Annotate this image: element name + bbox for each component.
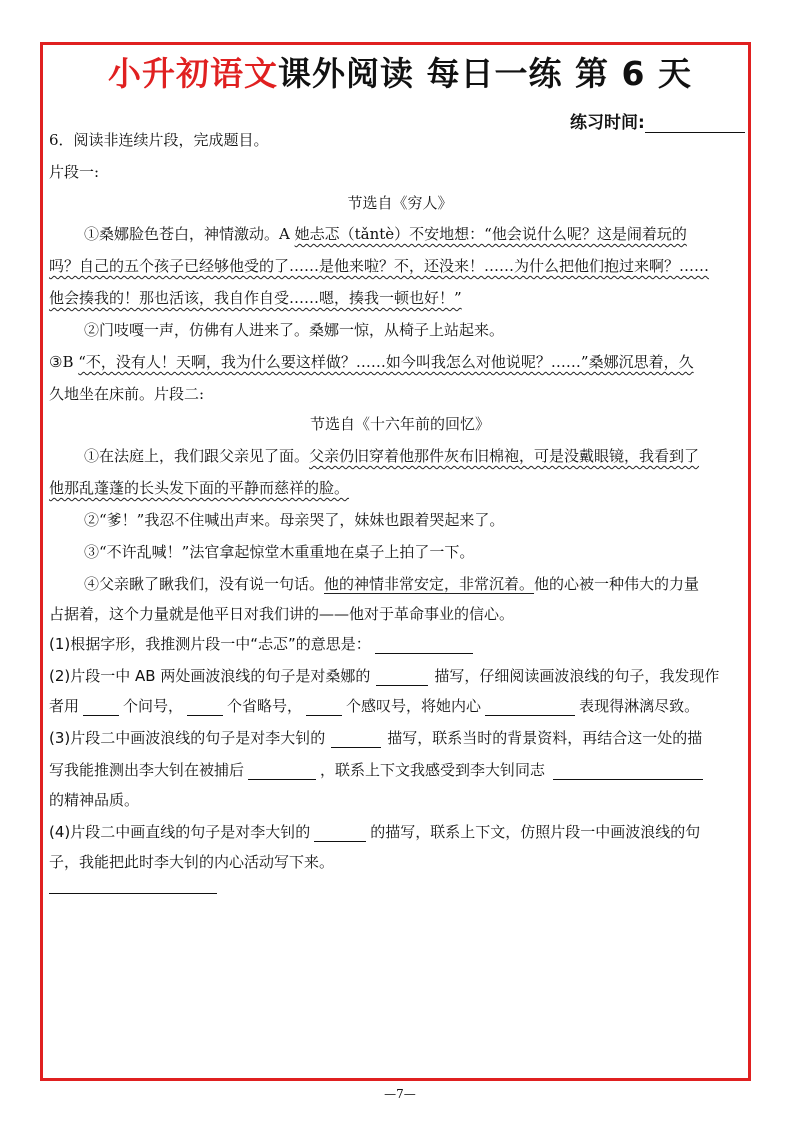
para1-lead: ①桑娜脸色苍白，神情激动。A — [84, 225, 295, 243]
practice-time — [570, 108, 745, 133]
fragment-two-source: 节选自《十六年前的回忆》 — [309, 415, 490, 433]
answer-blank-4b[interactable] — [49, 893, 217, 894]
title-black: 课外阅读 每日一练 第 6 天 — [278, 54, 692, 93]
subquestion-2-text-g: 表现得淋漓尽致。 — [579, 697, 700, 715]
subquestion-1 — [49, 634, 473, 654]
subquestion-4-line1 — [49, 822, 700, 842]
subquestion-3-text-a: (3)片段二中画波浪线的句子是对李大钊的 — [49, 729, 326, 747]
subquestion-3-line1 — [49, 728, 702, 748]
subquestion-3-text-d: ，联系上下文我感受到李大钊同志 — [320, 761, 546, 779]
para3-end: 久地坐在床前。 — [49, 385, 155, 403]
wavy-sentence-a-start: 她忐忑（tǎntè）不安地想：“他会说什么呢？这是闹着玩的 — [294, 225, 687, 243]
para4-cont: 他的心被一种伟大的力量 — [534, 575, 700, 593]
answer-blank-3a[interactable] — [331, 731, 381, 748]
subquestion-2-text-a: (2)片段一中 AB 两处画波浪线的句子是对桑娜的 — [49, 667, 371, 685]
subquestion-2-text-e: 个省略号， — [227, 697, 303, 715]
wavy-sentence-father-end: 他那乱蓬蓬的长头发下面的平静而慈祥的脸。 — [49, 479, 350, 497]
fragment-two-para2: ②“爹！”我忍不住喊出声来。母亲哭了，妹妹也跟着哭起来了。 — [84, 511, 505, 529]
straight-underlined-sentence: 他的神情非常安定，非常沉着。 — [324, 575, 535, 593]
subquestion-3-line2 — [49, 760, 703, 780]
question-intro: 6．阅读非连续片段，完成题目。 — [49, 131, 269, 149]
subquestion-4-line2: 子，我能把此时李大钊的内心活动写下来。 — [49, 853, 335, 871]
fragment-one-label: 片段一: — [49, 163, 100, 181]
para4-lead: ④父亲瞅了瞅我们，没有说一句话。 — [84, 575, 325, 593]
subquestion-2-text-d: 个问号， — [123, 697, 184, 715]
fragment-one-para3-line2 — [49, 384, 204, 404]
subquestion-3-text-c: 写我能推测出李大钊在被捕后 — [49, 761, 245, 779]
practice-time-blank[interactable] — [645, 116, 745, 133]
practice-time-label: 练习时间: — [570, 113, 645, 133]
answer-blank-2c[interactable] — [187, 699, 223, 716]
answer-blank-3b[interactable] — [248, 763, 316, 780]
subquestion-2-line2 — [49, 696, 699, 716]
fragment-one-para3-line1 — [49, 352, 694, 372]
answer-blank-2b[interactable] — [83, 699, 119, 716]
fragment-two-para3: ③“不许乱喊！”法官拿起惊堂木重重地在桌子上拍了一下。 — [84, 543, 475, 561]
subquestion-2-text-b: 描写，仔细阅读画波浪线的句子，我发现作 — [434, 667, 720, 685]
subquestion-3-line3: 的精神品质。 — [49, 791, 140, 809]
page-title — [0, 48, 800, 95]
subquestion-2-text-f: 个感叹号，将她内心 — [346, 697, 482, 715]
answer-blank-1[interactable] — [375, 637, 473, 654]
subquestion-3-text-b: 描写，联系当时的背景资料，再结合这一处的描 — [387, 729, 703, 747]
fragment-one-para1-line1 — [84, 224, 687, 244]
fragment-two-para1-line1 — [84, 446, 699, 466]
answer-blank-2a[interactable] — [376, 669, 428, 686]
answer-blank-2d[interactable] — [306, 699, 342, 716]
wavy-sentence-b: “不，没有人！天啊，我为什么要这样做？……如今叫我怎么对他说呢？……”桑娜沉思着，久 — [78, 353, 694, 371]
answer-blank-3c[interactable] — [553, 763, 703, 780]
para-court: ①在法庭上，我们跟父亲见了面。 — [84, 447, 310, 465]
wavy-sentence-a-middle: 吗？自己的五个孩子已经够他受的了……是他来啦？不，还没来！……为什么把他们抱过来啊？…… — [49, 257, 710, 275]
wavy-sentence-father-start: 父亲仍旧穿着他那件灰布旧棉袍，可是没戴眼镜，我看到了 — [309, 447, 700, 465]
answer-blank-4a[interactable] — [314, 825, 366, 842]
subquestion-4-text-a: (4)片段二中画直线的句子是对李大钊的 — [49, 823, 311, 841]
wavy-sentence-a-end: 他会揍我的！那也活该，我自作自受……嗯，揍我一顿也好！” — [49, 289, 462, 307]
answer-blank-2e[interactable] — [485, 699, 575, 716]
para3-lead: ③B — [49, 353, 79, 371]
page-number: —7— — [384, 1087, 416, 1101]
subquestion-2-text-c: 者用 — [49, 697, 80, 715]
fragment-one-para2: ②门吱嘎一声，仿佛有人进来了。桑娜一惊，从椅子上站起来。 — [84, 321, 505, 339]
subquestion-1-text: (1)根据字形，我推测片段一中“忐忑”的意思是： — [49, 635, 371, 653]
subquestion-2-line1 — [49, 666, 719, 686]
fragment-two-para4-line2: 占据着，这个力量就是他平日对我们讲的——他对于革命事业的信心。 — [49, 605, 515, 623]
fragment-one-source: 节选自《穷人》 — [347, 194, 453, 212]
subquestion-4-text-b: 的描写，联系上下文，仿照片段一中画波浪线的句 — [370, 823, 701, 841]
fragment-two-label: 片段二: — [154, 385, 205, 403]
title-red: 小升初语文 — [108, 54, 279, 93]
fragment-two-para4-line1 — [84, 574, 699, 594]
